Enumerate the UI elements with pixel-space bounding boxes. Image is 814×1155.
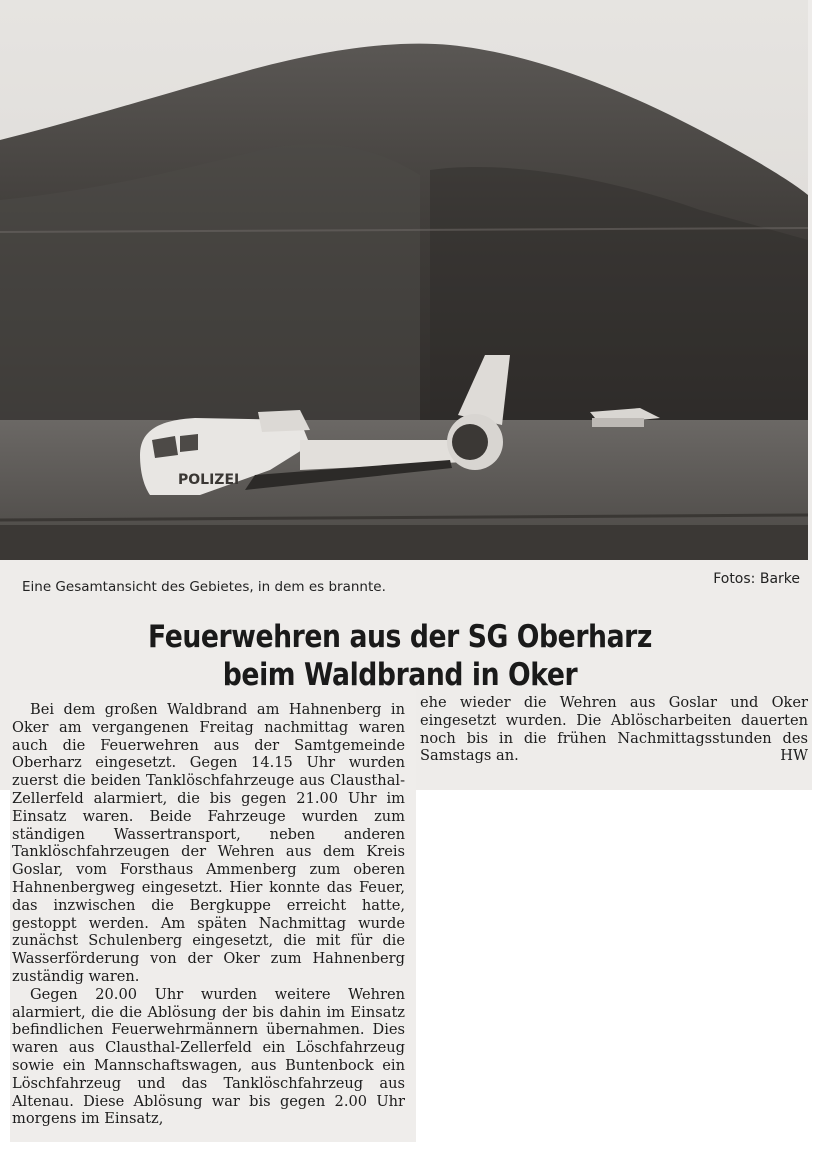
photo-caption: Eine Gesamtansicht des Gebietes, in dem es brannte. (22, 579, 386, 595)
news-photo (0, 0, 808, 560)
headline-line-2: beim Waldbrand in Oker (222, 657, 578, 693)
headline-line-1: Feuerwehren aus der SG Oberharz (148, 619, 652, 655)
article-paragraph: Gegen 20.00 Uhr wurden weitere Wehren alarmiert, die die Ablösung der bis dahin im Einsatz befindlichen Feuerwehrmännern übernahmen. Dies waren aus Clausthal-Zellerfeld ein Löschfahrzeug sowie ein Mannschaftswagen, aus Buntenbock ein Löschfahrzeug und das Tanklöschfahrzeug aus Altenau. Diese Ablösung war bis gegen 2.00 Uhr morgens im Einsatz, (12, 985, 405, 1128)
photo-credit: Fotos: Barke (713, 571, 800, 587)
author-signature: HW (780, 747, 808, 765)
article-column-left (12, 701, 405, 1128)
article-paragraph: Bei dem großen Waldbrand am Hahnenberg in Oker am vergangenen Freitag nachmittag waren auch die Feuerwehren aus der Samtgemeinde Oberharz eingesetzt. Gegen 14.15 Uhr wurden zuerst die beiden Tanklöschfahrzeuge aus Clausthal-Zellerfeld alarmiert, die bis gegen 21.00 Uhr im Einsatz waren. Beide Fahrzeuge wurden zum ständigen Wassertransport, neben anderen Tanklöschfahrzeugen der Wehren aus dem Kreis Goslar, vom Forsthaus Ammenberg zum oberen Hahnenbergweg eingesetzt. Hier konnte das Feuer, das inzwischen die Bergkuppe erreicht hatte, gestoppt werden. Am späten Nachmittag wurde zunächst Schulenberg eingesetzt, die mit für die Wasserförderung von der Oker zum Hahnenberg zuständig waren. (12, 701, 405, 985)
helicopter-marking: POLIZEI (178, 472, 240, 488)
article-column-right (420, 694, 808, 765)
headline (56, 618, 744, 694)
article-paragraph: ehe wieder die Wehren aus Goslar und Oker eingesetzt wurden. Die Ablöscharbeiten dauerten noch bis in die frühen Nachmittagsstunden des Samstags an. (420, 694, 808, 765)
